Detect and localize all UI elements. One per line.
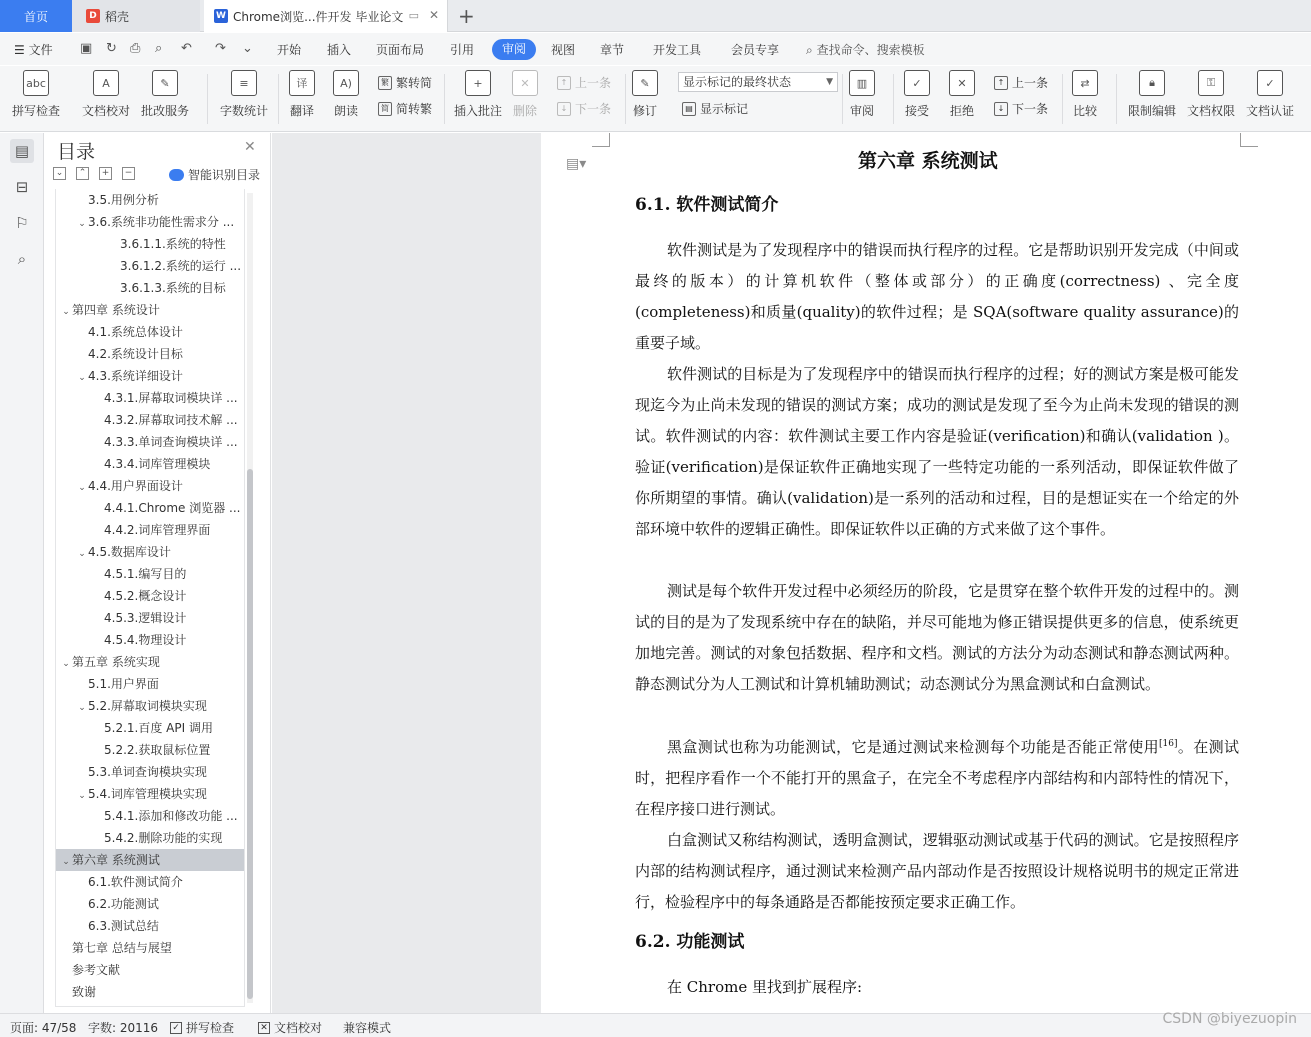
new-tab-plus-icon[interactable]: +: [458, 4, 475, 28]
spellcheck-toggle[interactable]: [170, 1019, 234, 1036]
reject-button[interactable]: [949, 70, 975, 119]
checkbox-icon: ✕: [258, 1022, 270, 1034]
toc-item[interactable]: [56, 673, 245, 695]
ribbon-divider: [278, 74, 279, 124]
chapter-title: 第六章 系统测试: [858, 150, 998, 172]
chevron-down-icon: ▼: [826, 77, 833, 87]
toc-item-label: 4.5.3.逻辑设计: [104, 611, 187, 625]
tab-daoke-label: 稻壳: [105, 9, 130, 24]
search-icon: ⌕: [806, 43, 813, 57]
track-changes-icon: ✎: [632, 70, 658, 96]
proofread-toggle[interactable]: [258, 1019, 322, 1036]
toc-item-label: 5.3.单词查询模块实现: [88, 765, 207, 779]
doc-permission-button[interactable]: [1187, 70, 1235, 119]
review-pane-label: 审阅: [849, 104, 874, 118]
ribbon-review: [0, 66, 1311, 132]
show-markup-button[interactable]: [682, 100, 748, 117]
markup-state-select[interactable]: [678, 72, 838, 92]
chevron-down-icon[interactable]: ⌄: [78, 483, 86, 493]
toc-item[interactable]: [56, 343, 245, 365]
spellcheck-label: 拼写检查: [12, 104, 61, 118]
page-corner-mark: [592, 133, 610, 147]
window-icon[interactable]: ▭: [408, 9, 419, 22]
toc-item[interactable]: [56, 893, 245, 915]
prev-comment-label: 上一条: [575, 76, 612, 90]
customize-chevron-down-icon[interactable]: ⌄: [242, 41, 253, 56]
toc-item-label: 3.6.1.2.系统的运行 ...: [120, 259, 242, 273]
compat-mode: 兼容模式: [343, 1021, 392, 1035]
reject-label: 拒绝: [949, 104, 974, 118]
toc-item[interactable]: [56, 321, 245, 343]
toc-item-label: 5.4.词库管理模块实现: [88, 787, 207, 801]
toc-item[interactable]: [56, 541, 245, 563]
toc-item-label: 4.1.系统总体设计: [88, 325, 183, 339]
wordcount-icon: ≡: [231, 70, 257, 96]
accept-label: 接受: [904, 104, 929, 118]
toc-item[interactable]: [56, 959, 245, 981]
toc-item-label: 5.2.屏幕取词模块实现: [88, 699, 207, 713]
export-icon[interactable]: ↻: [106, 41, 117, 56]
tab-document-label: Chrome浏览...件开发 毕业论文: [233, 9, 404, 24]
file-menu-label: 文件: [28, 43, 53, 57]
toc-item-label: 4.5.数据库设计: [88, 545, 171, 559]
ai-icon: [169, 169, 184, 181]
toc-item-label: 第五章 系统实现: [72, 655, 160, 669]
toc-item-label: 6.3.测试总结: [88, 919, 159, 933]
expand-all-icon[interactable]: ⌄: [53, 167, 66, 180]
chevron-down-icon[interactable]: ⌄: [62, 857, 70, 867]
insert-comment-label: 插入批注: [454, 104, 503, 118]
toc-item-label: 4.3.1.屏幕取词模块详 ...: [104, 391, 238, 405]
redo-icon[interactable]: ↷: [215, 41, 226, 56]
chevron-down-icon[interactable]: ⌄: [78, 703, 86, 713]
translate-icon: 译: [289, 70, 315, 96]
lock-icon: 🔒︎: [1139, 70, 1165, 96]
compare-button[interactable]: [1072, 70, 1098, 119]
menu-devtools[interactable]: 开发工具: [653, 43, 702, 57]
toc-item[interactable]: [56, 739, 245, 761]
chevron-down-icon[interactable]: ⌄: [78, 219, 86, 229]
preview-icon[interactable]: ⌕: [155, 41, 163, 56]
toc-item[interactable]: [56, 827, 245, 849]
toc-item[interactable]: [56, 365, 245, 387]
menu-layout[interactable]: 页面布局: [376, 43, 425, 57]
toc-item[interactable]: [56, 453, 245, 475]
menu-bar: [0, 33, 1311, 65]
side-rail: [0, 133, 44, 1013]
prev-comment-icon: ↑: [557, 76, 571, 90]
ribbon-divider: [1062, 74, 1063, 124]
tab-home-label: 首页: [23, 9, 48, 24]
toc-item-label: 5.2.1.百度 API 调用: [104, 721, 213, 735]
collapse-all-icon[interactable]: ⌃: [76, 167, 89, 180]
doc-certify-button[interactable]: [1246, 70, 1294, 119]
citation-ref[interactable]: [16]: [1159, 739, 1178, 749]
prev-comment-button[interactable]: [557, 74, 611, 91]
batch-service-icon: ✎: [152, 70, 178, 96]
chevron-down-icon[interactable]: ⌄: [78, 791, 86, 801]
toc-item[interactable]: [56, 255, 245, 277]
checkbox-icon: ✓: [170, 1022, 182, 1034]
translate-button[interactable]: [289, 70, 315, 119]
toc-item-label: 4.4.1.Chrome 浏览器 ...: [104, 501, 241, 515]
smart-toc-button[interactable]: [169, 166, 260, 183]
chevron-down-icon[interactable]: ⌄: [62, 659, 70, 669]
ribbon-divider: [893, 74, 894, 124]
restrict-editing-button[interactable]: [1128, 70, 1176, 119]
section-heading: 6.2. 功能测试: [635, 932, 745, 952]
add-level-icon[interactable]: +: [99, 167, 112, 180]
toc-item[interactable]: [56, 585, 245, 607]
page-options-icon[interactable]: ▤▾: [566, 156, 587, 172]
shield-icon: ✓: [1257, 70, 1283, 96]
doc-certify-label: 文档认证: [1246, 104, 1295, 118]
menu-start[interactable]: 开始: [277, 43, 302, 57]
track-changes-button[interactable]: [632, 70, 658, 119]
simp-to-trad-label: 简转繁: [396, 102, 433, 116]
section-nav-icon[interactable]: ⊟: [15, 178, 29, 196]
toc-list: [55, 189, 245, 1007]
toc-item-label: 参考文献: [72, 963, 121, 977]
wordcount-label: 字数统计: [220, 104, 269, 118]
toc-item-label: 5.4.1.添加和修改功能 ...: [104, 809, 238, 823]
paragraph-text: 黑盒测试也称为功能测试，它是通过测试来检测每个功能是否能正常使用: [667, 738, 1159, 756]
bookmark-icon[interactable]: ⚐: [15, 214, 29, 232]
doc-check-button[interactable]: [82, 70, 130, 119]
doc-check-label: 文档校对: [82, 104, 131, 118]
prev-change-icon: ↑: [994, 76, 1008, 90]
toc-item-label: 3.5.用例分析: [88, 193, 159, 207]
menu-member[interactable]: 会员专享: [731, 43, 780, 57]
comment-plus-icon: +: [465, 70, 491, 96]
next-change-button[interactable]: [994, 100, 1048, 117]
ribbon-divider: [444, 74, 445, 124]
print-icon[interactable]: ⎙: [130, 41, 141, 56]
chevron-down-icon[interactable]: ⌄: [78, 549, 86, 559]
paragraph: 白盒测试又称结构测试，透明盒测试，逻辑驱动测试或基于代码的测试。它是按照程序内部的结构测试程序，通过测试来检测产品内部动作是否按照设计规格说明书的规定正常进行，检验程序中的每条通路是否都能按预定要求正确工作。: [635, 831, 1239, 911]
toc-item-label: 3.6.系统非功能性需求分 ...: [88, 215, 235, 229]
toc-item[interactable]: [56, 233, 245, 255]
delete-comment-button[interactable]: [512, 70, 538, 119]
ribbon-divider: [842, 74, 843, 124]
spellcheck-toggle-label: 拼写检查: [186, 1021, 235, 1035]
close-icon[interactable]: ✕: [244, 139, 256, 155]
toc-item-label: 6.2.功能测试: [88, 897, 159, 911]
simp-to-trad-button[interactable]: [378, 100, 432, 117]
toc-item[interactable]: [56, 277, 245, 299]
toc-item[interactable]: [56, 783, 245, 805]
menu-chapter[interactable]: 章节: [600, 43, 625, 57]
toc-item[interactable]: [56, 937, 245, 959]
menu-view[interactable]: 视图: [551, 43, 576, 57]
watermark: CSDN @biyezuopin: [1162, 1011, 1297, 1027]
insert-comment-button[interactable]: [454, 70, 502, 119]
next-comment-icon: ↓: [557, 102, 571, 116]
ribbon-divider: [1116, 74, 1117, 124]
comment-delete-icon: ✕: [512, 70, 538, 96]
toc-item-label: 4.2.系统设计目标: [88, 347, 183, 361]
toc-item-label: 3.6.1.3.系统的目标: [120, 281, 226, 295]
spellcheck-button[interactable]: [12, 70, 60, 119]
toc-item-label: 4.5.1.编写目的: [104, 567, 187, 581]
wordcount-button[interactable]: [220, 70, 268, 119]
accept-icon: ✓: [904, 70, 930, 96]
toc-item-label: 4.5.2.概念设计: [104, 589, 187, 603]
search-icon[interactable]: ⌕: [17, 250, 27, 268]
command-search[interactable]: [806, 41, 925, 58]
toc-item-label: 5.2.2.获取鼠标位置: [104, 743, 211, 757]
toc-title: 目录: [57, 141, 96, 163]
paragraph: 测试是每个软件开发过程中必须经历的阶段，它是贯穿在整个软件开发的过程中的。测试的目的是为了发现系统中存在的缺陷，并尽可能地为修正错误提供更多的信息，使系统更加地完善。测试的对象包括数据、程序和文档。测试的方法分为动态测试和静态测试两种。静态测试分为人工测试和计算机辅助测试；动态测试分为黑盒测试和白盒测试。: [635, 582, 1239, 693]
proofread-toggle-label: 文档校对: [274, 1021, 323, 1035]
toc-toolbar: [53, 167, 135, 180]
toc-item-label: 第四章 系统设计: [72, 303, 160, 317]
paragraph: [635, 732, 1239, 825]
toc-item-label: 4.3.3.单词查询模块详 ...: [104, 435, 238, 449]
simp-to-trad-icon: 简: [378, 102, 392, 116]
toc-item[interactable]: [56, 629, 245, 651]
paragraph: 软件测试的目标是为了发现程序中的错误而执行程序的过程；好的测试方案是极可能发现迄今为止尚未发现的错误的测试方案；成功的测试是发现了至今为止尚未发现的错误的测试。软件测试的内容：软件测试主要工作内容是验证(verification)和确认(validation )。验证(verification)是保证软件正确地实现了一些特定功能的一系列活动，即保证软件做了你所期望的事情。确认(validation)是一系列的活动和过程，目的是想证实在一个给定的外部环境中软件的逻辑正确性。即保证软件以正确的方式来做了这个事件。: [635, 365, 1239, 538]
menu-review[interactable]: 审阅: [492, 39, 536, 60]
toc-scrollbar-thumb[interactable]: [247, 469, 253, 999]
paragraph: 软件测试是为了发现程序中的错误而执行程序的过程。它是帮助识别开发完成（中间或最终的版本）的计算机软件（整体或部分）的正确度(correctness) 、完全度(completeness)和质量(quality)的软件过程；是 SQA(software quality assurance)的重要子域。: [635, 241, 1239, 352]
toc-item[interactable]: [56, 497, 245, 519]
spellcheck-icon: abc: [23, 70, 49, 96]
menu-insert[interactable]: 插入: [327, 43, 352, 57]
show-markup-label: 显示标记: [700, 102, 749, 116]
toc-item[interactable]: [56, 915, 245, 937]
batch-service-button[interactable]: [141, 70, 189, 119]
ribbon-divider: [625, 74, 626, 124]
restrict-editing-label: 限制编辑: [1128, 104, 1177, 118]
paragraph: 在 Chrome 里找到扩展程序:: [667, 978, 863, 996]
read-aloud-button[interactable]: [333, 70, 359, 119]
review-pane-button[interactable]: [849, 70, 875, 119]
toc-item[interactable]: [56, 651, 245, 673]
toc-item[interactable]: [56, 981, 245, 1003]
toc-item-label: 致谢: [72, 985, 97, 999]
undo-icon[interactable]: ↶: [181, 41, 192, 56]
tab-home[interactable]: [0, 0, 72, 32]
toc-item[interactable]: [56, 563, 245, 585]
toc-item-label: 第六章 系统测试: [72, 853, 160, 867]
next-comment-button[interactable]: [557, 100, 611, 117]
track-changes-label: 修订: [632, 104, 657, 118]
show-markup-icon: ▤: [682, 102, 696, 116]
toc-item[interactable]: [56, 695, 245, 717]
toc-item-label: 6.1.软件测试简介: [88, 875, 183, 889]
toc-item[interactable]: [56, 805, 245, 827]
permission-icon: ⚿: [1198, 70, 1224, 96]
page-corner-mark: [1240, 133, 1258, 147]
remove-level-icon[interactable]: −: [122, 167, 135, 180]
status-bar: [0, 1013, 1311, 1037]
toc-item-label: 4.3.2.屏幕取词技术解 ...: [104, 413, 238, 427]
toc-item-label: 4.3.系统详细设计: [88, 369, 183, 383]
toc-item[interactable]: [56, 761, 245, 783]
reject-icon: ✕: [949, 70, 975, 96]
chevron-down-icon[interactable]: ⌄: [78, 373, 86, 383]
toc-item[interactable]: [56, 717, 245, 739]
accept-button[interactable]: [904, 70, 930, 119]
toc-item[interactable]: [56, 211, 245, 233]
toc-item-label: 5.1.用户界面: [88, 677, 159, 691]
word-count[interactable]: 字数: 20116: [88, 1021, 159, 1035]
command-search-label: 查找命令、搜索模板: [816, 43, 925, 57]
tab-bar: [0, 0, 1311, 32]
toc-item-label: 5.4.2.删除功能的实现: [104, 831, 223, 845]
tab-document[interactable]: [204, 0, 448, 32]
markup-state-value: 显示标记的最终状态: [683, 75, 792, 89]
read-aloud-icon: A): [333, 70, 359, 96]
toc-pane-icon[interactable]: ▤: [10, 139, 34, 163]
toc-item[interactable]: [56, 849, 245, 871]
daoke-logo-icon: D: [86, 9, 100, 23]
paragraph-text: 。在测试时，把程序看作一个不能打开的黑盒子，在完全不考虑程序内部结构和内部特性的情况下，在程序接口进行测试。: [635, 738, 1239, 818]
toc-item[interactable]: [56, 431, 245, 453]
toc-item[interactable]: [56, 387, 245, 409]
wps-writer-icon: W: [214, 9, 228, 23]
toc-item[interactable]: [56, 409, 245, 431]
chevron-down-icon[interactable]: ⌄: [62, 307, 70, 317]
ribbon-divider: [207, 74, 208, 124]
toc-panel: [45, 133, 271, 1013]
translate-label: 翻译: [289, 104, 314, 118]
batch-service-label: 批改服务: [141, 104, 190, 118]
toc-item-label: 4.3.4.词库管理模块: [104, 457, 211, 471]
read-aloud-label: 朗读: [333, 104, 358, 118]
save-icon[interactable]: ▣: [80, 41, 93, 56]
toc-item[interactable]: [56, 871, 245, 893]
toc-item[interactable]: [56, 299, 245, 321]
file-menu[interactable]: ☰ 文件: [14, 43, 53, 57]
toc-item[interactable]: [56, 475, 245, 497]
toc-item-label: 4.5.4.物理设计: [104, 633, 187, 647]
toc-item-label: 4.4.2.词库管理界面: [104, 523, 211, 537]
toc-item-label: 3.6.1.1.系统的特性: [120, 237, 226, 251]
next-change-label: 下一条: [1012, 102, 1049, 116]
menu-reference[interactable]: 引用: [450, 43, 475, 57]
close-icon[interactable]: ✕: [428, 8, 439, 22]
compare-icon: ⇄: [1072, 70, 1098, 96]
toc-item[interactable]: [56, 189, 245, 211]
toc-item[interactable]: [56, 607, 245, 629]
review-pane-icon: ▥: [849, 70, 875, 96]
trad-to-simp-icon: 繁: [378, 76, 392, 90]
trad-to-simp-label: 繁转简: [396, 76, 433, 90]
next-change-icon: ↓: [994, 102, 1008, 116]
trad-to-simp-button[interactable]: [378, 74, 432, 91]
compare-label: 比较: [1072, 104, 1097, 118]
toc-item-label: 4.4.用户界面设计: [88, 479, 183, 493]
page-indicator[interactable]: 页面: 47/58: [10, 1021, 77, 1035]
next-comment-label: 下一条: [575, 102, 612, 116]
tab-daoke[interactable]: [72, 0, 200, 32]
prev-change-label: 上一条: [1012, 76, 1049, 90]
doc-check-icon: A: [93, 70, 119, 96]
toc-item[interactable]: [56, 519, 245, 541]
doc-permission-label: 文档权限: [1187, 104, 1236, 118]
toc-item-label: 第七章 总结与展望: [72, 941, 172, 955]
prev-change-button[interactable]: [994, 74, 1048, 91]
smart-toc-label: 智能识别目录: [188, 168, 261, 182]
delete-comment-label: 删除: [512, 104, 537, 118]
section-heading: 6.1. 软件测试简介: [635, 195, 779, 215]
